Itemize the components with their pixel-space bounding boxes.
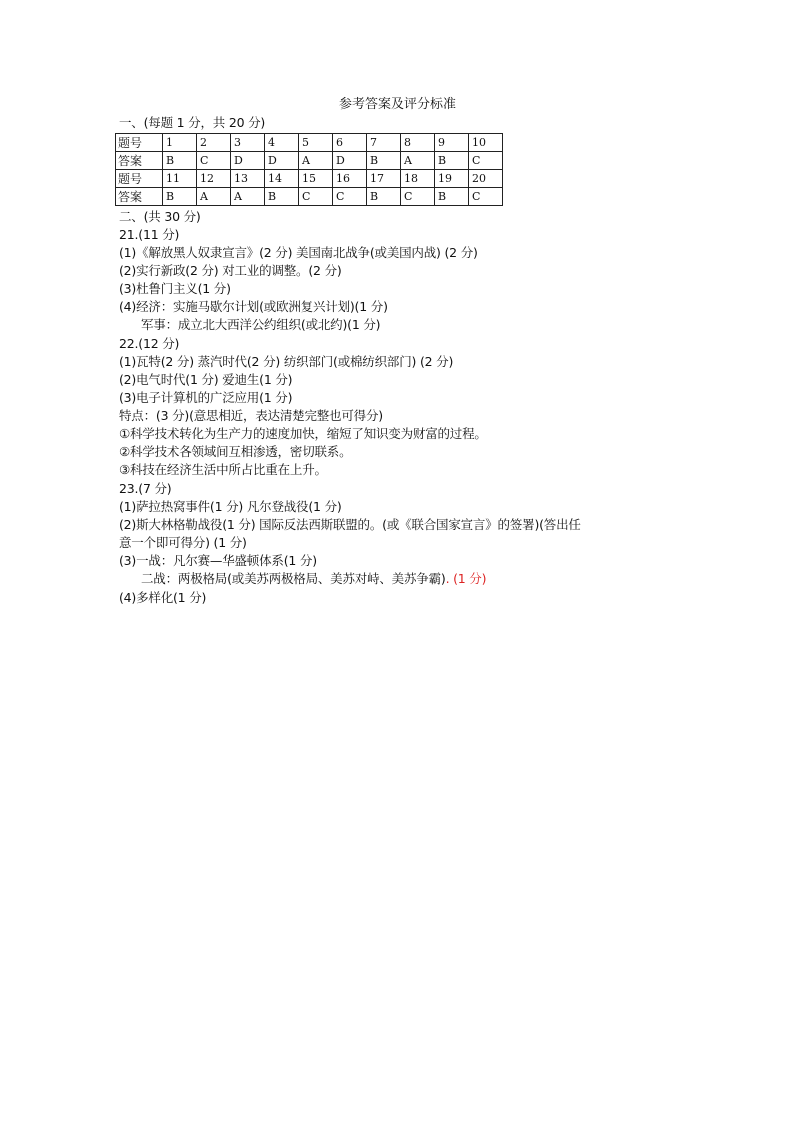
table-cell: 10 (469, 134, 503, 152)
table-cell: C (299, 188, 333, 206)
answer-line: (1)瓦特(2 分) 蒸汽时代(2 分) 纺织部门(或棉纺织部门) (2 分) (119, 354, 454, 369)
answer-line: (1)萨拉热窝事件(1 分) 凡尔登战役(1 分) (119, 499, 342, 514)
answer-text: 二战：两极格局(或美苏两极格局、美苏对峙、美苏争霸) (141, 571, 446, 586)
table-cell: D (333, 152, 367, 170)
table-cell: B (435, 188, 469, 206)
answer-line: 意一个即可得分) (1 分) (119, 535, 247, 550)
table-cell: 16 (333, 170, 367, 188)
answer-line: ①科学技术转化为生产力的速度加快，缩短了知识变为财富的过程。 (119, 426, 487, 441)
answer-table (115, 133, 503, 206)
table-cell: 13 (231, 170, 265, 188)
row-label: 题号 (116, 170, 163, 188)
answer-line: (3)杜鲁门主义(1 分) (119, 281, 231, 296)
table-cell: 5 (299, 134, 333, 152)
table-cell: 11 (163, 170, 197, 188)
answer-line: ③科技在经济生活中所占比重在上升。 (119, 462, 327, 477)
answer-line: (2)电气时代(1 分) 爱迪生(1 分) (119, 372, 293, 387)
table-row (116, 188, 503, 206)
table-cell: B (163, 188, 197, 206)
table-cell: A (299, 152, 333, 170)
question-22-heading: 22.(12 分) (119, 336, 180, 351)
table-cell: 18 (401, 170, 435, 188)
question-23-heading: 23.(7 分) (119, 481, 172, 496)
table-cell: B (163, 152, 197, 170)
table-cell: C (333, 188, 367, 206)
table-cell: 9 (435, 134, 469, 152)
answer-line: (2)斯大林格勒战役(1 分) 国际反法西斯联盟的。(或《联合国家宣言》的签署)(答出任 (119, 517, 581, 532)
table-cell: A (401, 152, 435, 170)
table-cell: 14 (265, 170, 299, 188)
answer-line: (3)一战：凡尔赛—华盛顿体系(1 分) (119, 553, 317, 568)
table-cell: 7 (367, 134, 401, 152)
table-cell: 4 (265, 134, 299, 152)
table-cell: A (231, 188, 265, 206)
answer-text: . (1 分) (445, 571, 487, 586)
answer-line: (4)多样化(1 分) (119, 590, 207, 605)
table-cell: 2 (197, 134, 231, 152)
table-cell: 19 (435, 170, 469, 188)
table-cell: C (197, 152, 231, 170)
section-2-heading: 二、(共 30 分) (119, 209, 201, 224)
table-cell: C (469, 188, 503, 206)
answer-line: (2)实行新政(2 分) 对工业的调整。(2 分) (119, 263, 342, 278)
table-row (116, 170, 503, 188)
answer-line: (4)经济：实施马歇尔计划(或欧洲复兴计划)(1 分) (119, 299, 388, 314)
answer-line: ②科学技术各领域间互相渗透，密切联系。 (119, 444, 352, 459)
table-cell: 1 (163, 134, 197, 152)
table-cell: 3 (231, 134, 265, 152)
table-cell: A (197, 188, 231, 206)
table-cell: 6 (333, 134, 367, 152)
answer-line: (3)电子计算机的广泛应用(1 分) (119, 390, 293, 405)
table-cell: C (469, 152, 503, 170)
answer-line: 军事：成立北大西洋公约组织(或北约)(1 分) (141, 317, 381, 332)
table-row (116, 134, 503, 152)
section-1-heading: 一、(每题 1 分，共 20 分) (119, 115, 266, 130)
table-cell: 12 (197, 170, 231, 188)
page-title: 参考答案及评分标准 (338, 97, 456, 112)
table-cell: 20 (469, 170, 503, 188)
table-cell: B (265, 188, 299, 206)
answer-line: (1)《解放黑人奴隶宣言》(2 分) 美国南北战争(或美国内战) (2 分) (119, 245, 478, 260)
row-label: 答案 (116, 188, 163, 206)
table-cell: B (367, 188, 401, 206)
row-label: 答案 (116, 152, 163, 170)
table-cell: D (231, 152, 265, 170)
table-cell: C (401, 188, 435, 206)
table-cell: 15 (299, 170, 333, 188)
table-cell: B (367, 152, 401, 170)
answer-line (141, 570, 486, 588)
question-21-heading: 21.(11 分) (119, 227, 180, 242)
table-cell: D (265, 152, 299, 170)
table-cell: 8 (401, 134, 435, 152)
table-cell: B (435, 152, 469, 170)
answer-line: 特点：(3 分)(意思相近，表达清楚完整也可得分) (119, 408, 383, 423)
table-row (116, 152, 503, 170)
table-cell: 17 (367, 170, 401, 188)
row-label: 题号 (116, 134, 163, 152)
